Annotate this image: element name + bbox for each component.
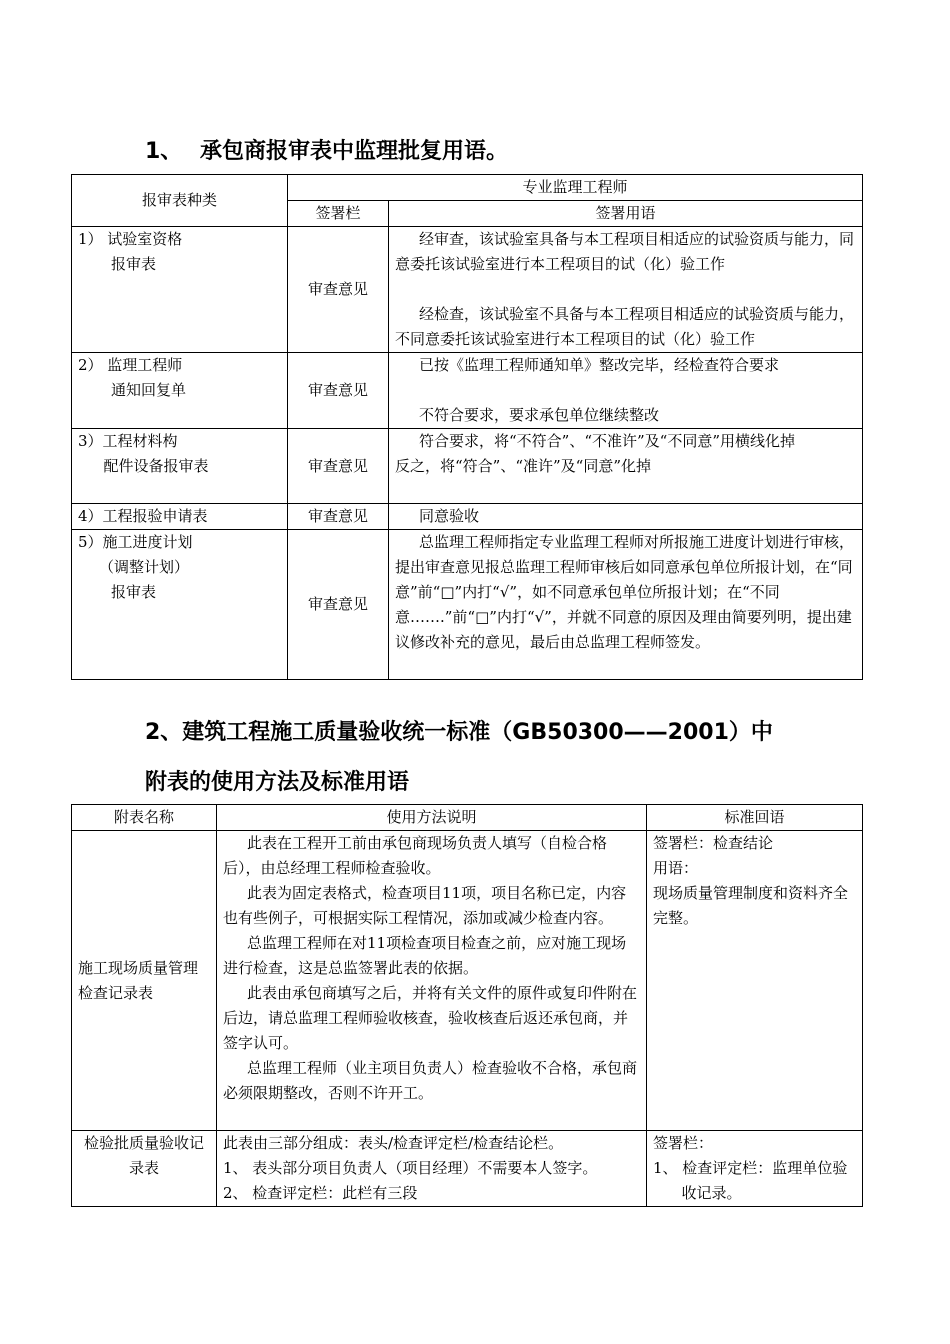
phrase-cell bbox=[389, 429, 863, 504]
phrase-text: 符合要求，将“不符合”、“不准许”及“不同意”用横线化掉 bbox=[419, 432, 796, 450]
usage-line: 1、 表头部分项目负责人（项目经理）不需要本人签字。 bbox=[223, 1159, 598, 1177]
report-type-cell bbox=[72, 530, 288, 680]
header-form-name: 附表名称 bbox=[72, 805, 217, 831]
sign-cell: 审查意见 bbox=[288, 227, 389, 353]
standard-reply-line: 现场质量管理制度和资料齐全完整。 bbox=[653, 884, 849, 927]
sign-cell: 审查意见 bbox=[288, 353, 389, 429]
table-row bbox=[72, 1131, 863, 1207]
report-type-line: 配件设备报审表 bbox=[103, 457, 209, 475]
phrase-cell bbox=[389, 353, 863, 429]
report-type-line: 报审表 bbox=[111, 255, 157, 273]
usage-paragraph: 总监理工程师在对11项检查项目检查之前，应对施工现场进行检查，这是总监签署此表的依据。 bbox=[223, 934, 627, 977]
sign-cell: 审查意见 bbox=[288, 429, 389, 504]
report-type-cell: 4）工程报验申请表 bbox=[72, 504, 288, 530]
report-type-line: 通知回复单 bbox=[111, 381, 187, 399]
header-standard-reply: 标准回语 bbox=[647, 805, 863, 831]
phrase-text: 同意验收 bbox=[389, 504, 863, 530]
standard-reply-line: 签署栏： bbox=[653, 1134, 714, 1152]
section1-title: 承包商报审表中监理批复用语。 bbox=[200, 139, 509, 164]
section2-heading-line1: 2、建筑工程施工质量验收统一标准（GB50300——2001）中 bbox=[145, 720, 773, 745]
acceptance-forms-table bbox=[71, 804, 863, 1207]
standard-reply-line: 1、 检查评定栏：监理单位验收记录。 bbox=[653, 1159, 848, 1202]
table-row bbox=[72, 504, 863, 530]
table-row bbox=[72, 353, 863, 429]
report-type-line: 报审表 bbox=[111, 583, 157, 601]
phrase-text: 总监理工程师指定专业监理工程师对所报施工进度计划进行审核，提出审查意见报总监理工程师审核后如同意承包单位所报计划，在“同意”前“□”内打“√”，如不同意承包单位所报计划；在“不同意…….”前“□”内打“√”，并就不同意的原因及理由简要列明，提出建议修改补充的意见，最后由总监理工程师签发。 bbox=[389, 530, 863, 680]
header-report-type: 报审表种类 bbox=[72, 175, 288, 227]
usage-paragraph: 此表由承包商填写之后，并将有关文件的原件或复印件附在后边，请总监理工程师验收核查，验收核查后返还承包商，并签字认可。 bbox=[223, 984, 638, 1052]
usage-cell bbox=[217, 1131, 647, 1207]
usage-cell bbox=[217, 831, 647, 1131]
form-name-cell: 施工现场质量管理检查记录表 bbox=[72, 831, 217, 1131]
approval-phrases-table bbox=[71, 174, 863, 680]
standard-reply-line: 用语： bbox=[653, 859, 699, 877]
phrase-text: 不符合要求，要求承包单位继续整改 bbox=[419, 406, 660, 424]
header-supervising-engineer: 专业监理工程师 bbox=[288, 175, 863, 201]
header-sign-phrase: 签署用语 bbox=[389, 201, 863, 227]
section2-heading-line2: 附表的使用方法及标准用语 bbox=[145, 770, 410, 795]
phrase-text: 反之，将“符合”、“准许”及“同意”化掉 bbox=[395, 457, 652, 475]
phrase-cell bbox=[389, 227, 863, 353]
table-row bbox=[72, 530, 863, 680]
standard-reply-cell bbox=[647, 831, 863, 1131]
phrase-text: 经检查，该试验室不具备与本工程项目相适应的试验资质与能力，不同意委托该试验室进行本工程项目的试（化）验工作 bbox=[395, 305, 855, 348]
report-type-line: 3）工程材料构 bbox=[78, 432, 178, 450]
usage-line: 2、 检查评定栏：此栏有三段 bbox=[223, 1184, 418, 1202]
form-name-cell: 检验批质量验收记录表 bbox=[72, 1131, 217, 1207]
phrase-text: 已按《监理工程师通知单》整改完毕，经检查符合要求 bbox=[419, 356, 780, 374]
standard-reply-cell bbox=[647, 1131, 863, 1207]
table-row bbox=[72, 831, 863, 1131]
table-row bbox=[72, 227, 863, 353]
sign-cell: 审查意见 bbox=[288, 530, 389, 680]
phrase-text: 经审查，该试验室具备与本工程项目相适应的试验资质与能力，同意委托该试验室进行本工程项目的试（化）验工作 bbox=[395, 230, 855, 273]
section1-heading bbox=[145, 134, 508, 165]
section1-number: 1、 bbox=[145, 139, 183, 164]
header-usage: 使用方法说明 bbox=[217, 805, 647, 831]
report-type-line: 1） 试验室资格 bbox=[78, 230, 183, 248]
report-type-cell bbox=[72, 429, 288, 504]
table-row bbox=[72, 429, 863, 504]
standard-reply-line: 签署栏：检查结论 bbox=[653, 834, 774, 852]
report-type-line: 2） 监理工程师 bbox=[78, 356, 183, 374]
usage-paragraph: 总监理工程师（业主项目负责人）检查验收不合格，承包商必须限期整改，否则不许开工。 bbox=[223, 1059, 638, 1102]
report-type-cell bbox=[72, 227, 288, 353]
usage-paragraph: 此表在工程开工前由承包商现场负责人填写（自检合格后），由总经理工程师检查验收。 bbox=[223, 834, 608, 877]
report-type-line: 5）施工进度计划 bbox=[78, 533, 193, 551]
usage-line: 此表由三部分组成：表头/检查评定栏/检查结论栏。 bbox=[223, 1134, 564, 1152]
report-type-cell bbox=[72, 353, 288, 429]
header-sign-column: 签署栏 bbox=[288, 201, 389, 227]
usage-paragraph: 此表为固定表格式，检查项目11项，项目名称已定，内容也有些例子，可根据实际工程情况，添加或减少检查内容。 bbox=[223, 884, 627, 927]
sign-cell: 审查意见 bbox=[288, 504, 389, 530]
report-type-line: （调整计划） bbox=[99, 558, 190, 576]
